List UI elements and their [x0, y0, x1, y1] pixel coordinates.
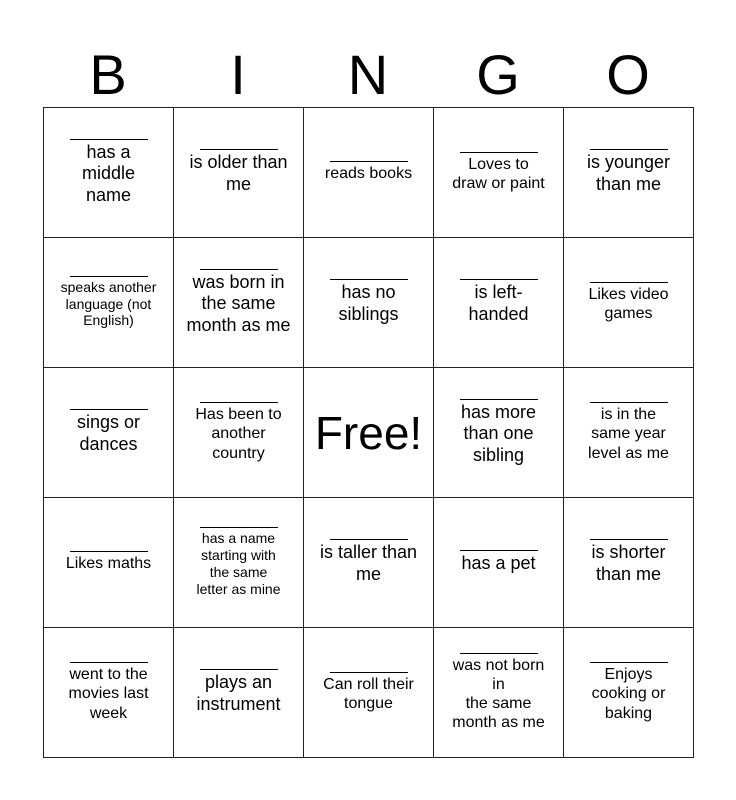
cell-clue: sings or dances	[76, 412, 141, 454]
name-blank-line	[590, 539, 668, 540]
name-blank-line	[460, 152, 538, 153]
bingo-cell[interactable]	[174, 628, 304, 758]
header-letter-g: G	[476, 43, 520, 106]
bingo-cell[interactable]	[304, 498, 434, 628]
name-blank-line	[460, 279, 538, 280]
name-blank-line	[330, 161, 408, 162]
header-letter-n: N	[347, 43, 389, 106]
free-space-label: Free!	[314, 406, 423, 459]
cell-clue: speaks another language (not English)	[60, 278, 157, 329]
bingo-cell[interactable]	[304, 628, 434, 758]
name-blank-line	[200, 149, 278, 150]
name-blank-line	[200, 269, 278, 270]
cell-clue: is left- handed	[468, 282, 529, 324]
cell-clue: has a name starting with the same letter as mine	[196, 530, 281, 597]
bingo-cell[interactable]	[44, 368, 174, 498]
bingo-cell[interactable]	[564, 238, 694, 368]
board-row	[44, 238, 694, 368]
cell-clue: Likes maths	[65, 555, 152, 573]
bingo-cell[interactable]	[564, 108, 694, 238]
name-blank-line	[590, 149, 668, 150]
bingo-cell[interactable]	[174, 238, 304, 368]
cell-clue: plays an instrument	[196, 672, 281, 714]
name-blank-line	[70, 139, 148, 140]
bingo-cell[interactable]	[434, 498, 564, 628]
cell-clue: has more than one sibling	[460, 401, 537, 465]
cell-clue: is shorter than me	[591, 542, 666, 584]
bingo-cell[interactable]	[44, 628, 174, 758]
name-blank-line	[460, 550, 538, 551]
cell-clue: has a middle name	[81, 141, 136, 205]
bingo-cell[interactable]	[174, 108, 304, 238]
cell-clue: is in the same year level as me	[588, 406, 669, 462]
cell-clue: went to the movies last week	[68, 666, 149, 722]
cell-clue: is older than me	[189, 152, 288, 194]
header-letter-b: B	[89, 43, 127, 106]
name-blank-line	[200, 402, 278, 403]
board-row	[44, 498, 694, 628]
name-blank-line	[330, 672, 408, 673]
board-row	[44, 368, 694, 498]
name-blank-line	[460, 399, 538, 400]
bingo-cell[interactable]	[434, 108, 564, 238]
name-blank-line	[330, 539, 408, 540]
board-row	[44, 108, 694, 238]
cell-clue: was not born in the same month as me	[452, 656, 545, 732]
name-blank-line	[330, 279, 408, 280]
cell-clue: Likes video games	[588, 285, 669, 322]
header-letter-i: I	[230, 43, 246, 106]
free-space[interactable]	[304, 368, 434, 498]
cell-clue: is younger than me	[586, 152, 671, 194]
bingo-cell[interactable]	[44, 108, 174, 238]
cell-clue: Has been to another country	[195, 406, 282, 462]
cell-clue: has a pet	[461, 553, 536, 574]
cell-clue: Can roll their tongue	[323, 675, 414, 712]
bingo-cell[interactable]	[174, 368, 304, 498]
name-blank-line	[590, 282, 668, 283]
name-blank-line	[460, 653, 538, 654]
name-blank-line	[70, 662, 148, 663]
bingo-cell[interactable]	[44, 498, 174, 628]
cell-clue: Enjoys cooking or baking	[591, 666, 666, 722]
bingo-cell[interactable]	[564, 628, 694, 758]
cell-clue: reads books	[324, 165, 413, 183]
header-letter-o: O	[606, 43, 650, 106]
bingo-cell[interactable]	[434, 628, 564, 758]
bingo-cell[interactable]	[564, 498, 694, 628]
name-blank-line	[70, 551, 148, 552]
cell-clue: has no siblings	[338, 282, 399, 324]
name-blank-line	[200, 527, 278, 528]
bingo-cell[interactable]	[304, 108, 434, 238]
name-blank-line	[200, 669, 278, 670]
bingo-cell[interactable]	[304, 238, 434, 368]
bingo-cell[interactable]	[44, 238, 174, 368]
cell-clue: Loves to draw or paint	[452, 155, 545, 192]
bingo-header	[43, 40, 693, 110]
board-row	[44, 628, 694, 758]
bingo-cell[interactable]	[434, 368, 564, 498]
name-blank-line	[590, 402, 668, 403]
bingo-cell[interactable]	[174, 498, 304, 628]
name-blank-line	[70, 276, 148, 277]
cell-clue: is taller than me	[319, 542, 418, 584]
name-blank-line	[590, 662, 668, 663]
bingo-cell[interactable]	[434, 238, 564, 368]
bingo-board	[43, 107, 694, 758]
bingo-cell[interactable]	[564, 368, 694, 498]
cell-clue: was born in the same month as me	[186, 271, 291, 335]
name-blank-line	[70, 409, 148, 410]
